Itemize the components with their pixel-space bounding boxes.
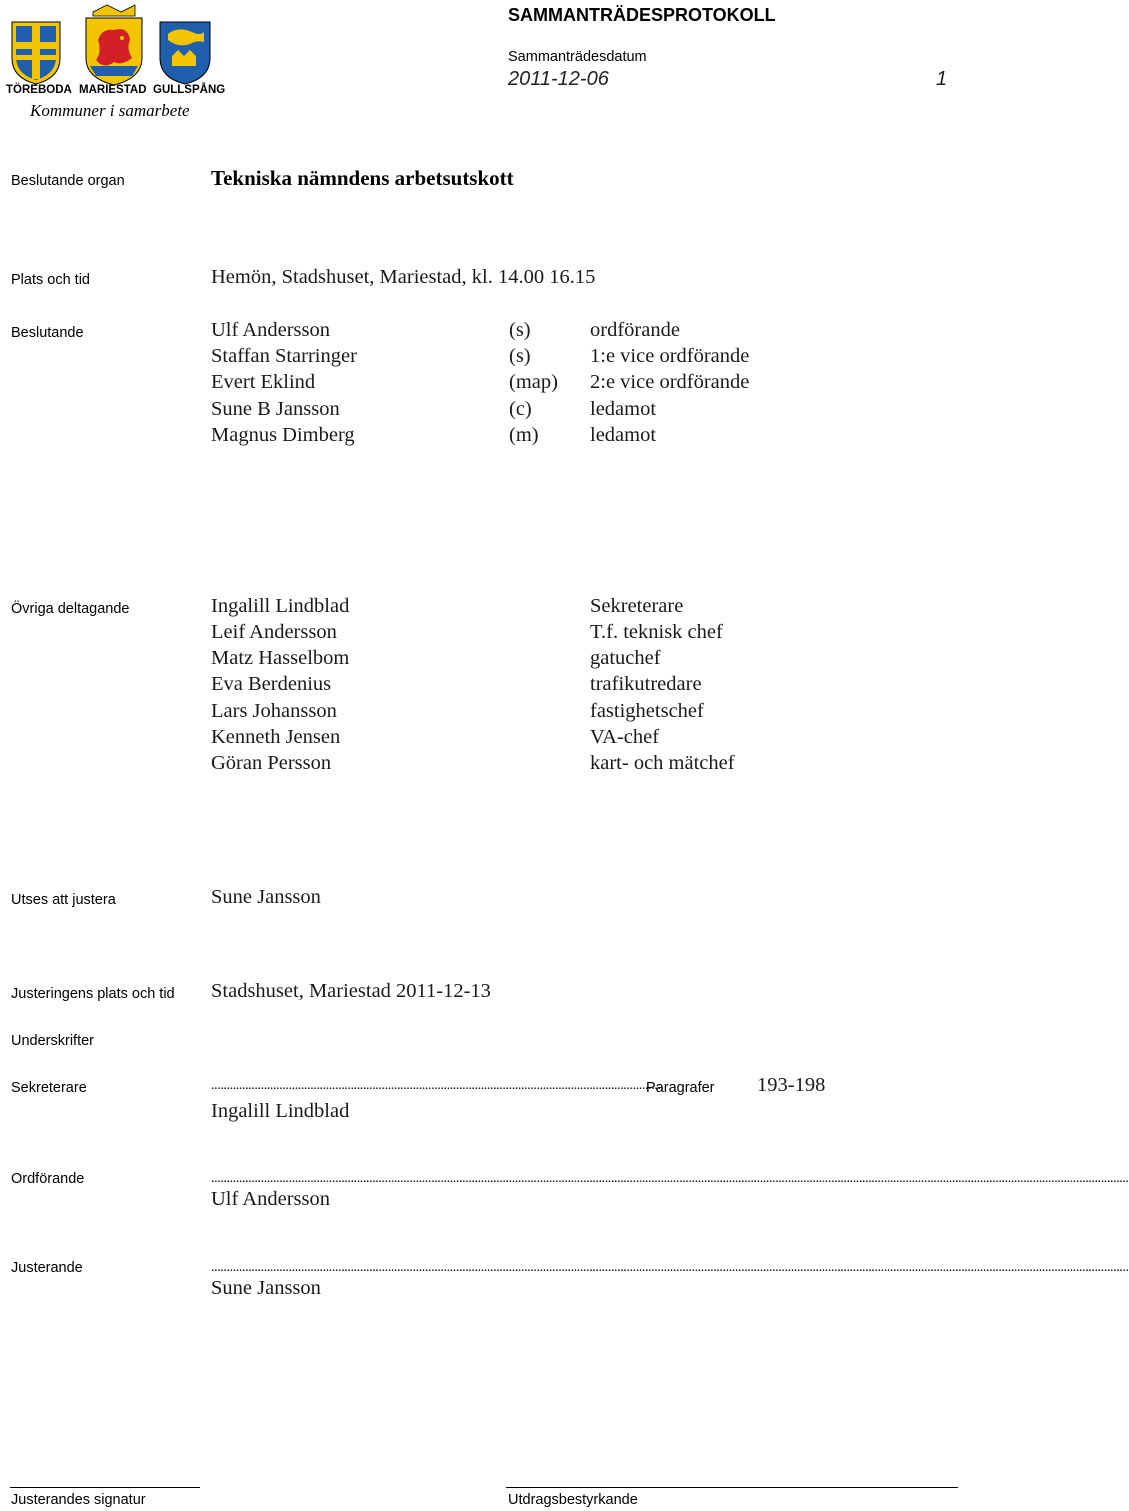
member-name: Magnus Dimberg [211,424,355,446]
member-party: (m) [509,424,539,446]
member-name: Ulf Andersson [211,319,331,341]
paragraphs-label: Paragrafer [646,1080,715,1096]
adjuster-signature-line: ........................................................................................................................................................................................................................................................................................................ [211,1260,1129,1275]
footer-rule-left [10,1487,200,1488]
member-party: (s) [509,319,531,341]
participant-role: kart- och mätchef [590,752,735,774]
page-number: 1 [936,68,948,90]
participant-role: gatuchef [590,647,661,669]
participant-role: fastighetschef [590,700,704,722]
member-role: ledamot [590,398,657,420]
participant-role: T.f. teknisk chef [590,621,723,643]
participant-name: Kenneth Jensen [211,726,341,748]
participant-name: Leif Andersson [211,621,337,643]
adjuster-sign-name: Sune Jansson [211,1277,321,1299]
logo-caption-mariestad: MARIESTAD [79,84,147,96]
participant-role: trafikutredare [590,673,702,695]
participant-name: Matz Hasselbom [211,647,350,669]
member-party: (map) [509,371,558,393]
mariestad-shield-icon [86,5,142,85]
participant-name: Lars Johansson [211,700,337,722]
chair-signature-line: ........................................................................................................................................................................................................................................................................................................ [211,1171,1129,1186]
municipal-logo [0,0,225,125]
deciding-label: Beslutande [11,325,84,341]
paragraphs-value: 193-198 [757,1074,826,1096]
adjust-place-label: Justeringens plats och tid [11,986,175,1002]
secretary-signature-line: .................................................................................................................................................. [211,1078,664,1093]
place-label: Plats och tid [11,272,90,288]
organ-label: Beslutande organ [11,173,125,189]
adjust-place-value: Stadshuset, Mariestad 2011-12-13 [211,980,491,1002]
document-type-title: SAMMANTRÄDESPROTOKOLL [508,5,776,25]
footer-certification-label: Utdragsbestyrkande [508,1492,638,1508]
logo-caption-gullspang: GULLSPÅNG [153,84,226,96]
footer-signature-label: Justerandes signatur [11,1492,146,1508]
adjuster-sign-label: Justerande [11,1260,83,1276]
member-party: (s) [509,345,531,367]
adjuster-value: Sune Jansson [211,886,321,908]
member-name: Sune B Jansson [211,398,340,420]
participant-name: Göran Persson [211,752,332,774]
participant-name: Eva Berdenius [211,673,332,695]
member-name: Evert Eklind [211,371,316,393]
member-role: ordförande [590,319,680,341]
member-name: Staffan Starringer [211,345,357,367]
place-value: Hemön, Stadshuset, Mariestad, kl. 14.00 16.15 [211,266,596,288]
member-role: ledamot [590,424,657,446]
member-role: 2:e vice ordförande [590,371,750,393]
toreboda-shield-icon [12,22,60,84]
secretary-label: Sekreterare [11,1080,87,1096]
logo-caption-toreboda: TÖREBODA [6,84,72,96]
member-party: (c) [509,398,532,420]
participant-role: Sekreterare [590,595,684,617]
others-label: Övriga deltagande [11,601,130,617]
chair-label: Ordförande [11,1171,85,1187]
signatures-label: Underskrifter [11,1033,94,1049]
footer-rule-right [506,1487,958,1488]
meeting-date: 2011-12-06 [508,68,609,90]
participant-role: VA-chef [590,726,660,748]
adjuster-label: Utses att justera [11,892,116,908]
gullspang-shield-icon [160,22,210,84]
organ-value: Tekniska nämndens arbetsutskott [211,166,514,190]
secretary-name: Ingalill Lindblad [211,1100,350,1122]
meeting-date-label: Sammanträdesdatum [508,49,647,65]
member-role: 1:e vice ordförande [590,345,750,367]
participant-name: Ingalill Lindblad [211,595,350,617]
chair-name: Ulf Andersson [211,1188,331,1210]
logo-tagline: Kommuner i samarbete [30,101,190,120]
